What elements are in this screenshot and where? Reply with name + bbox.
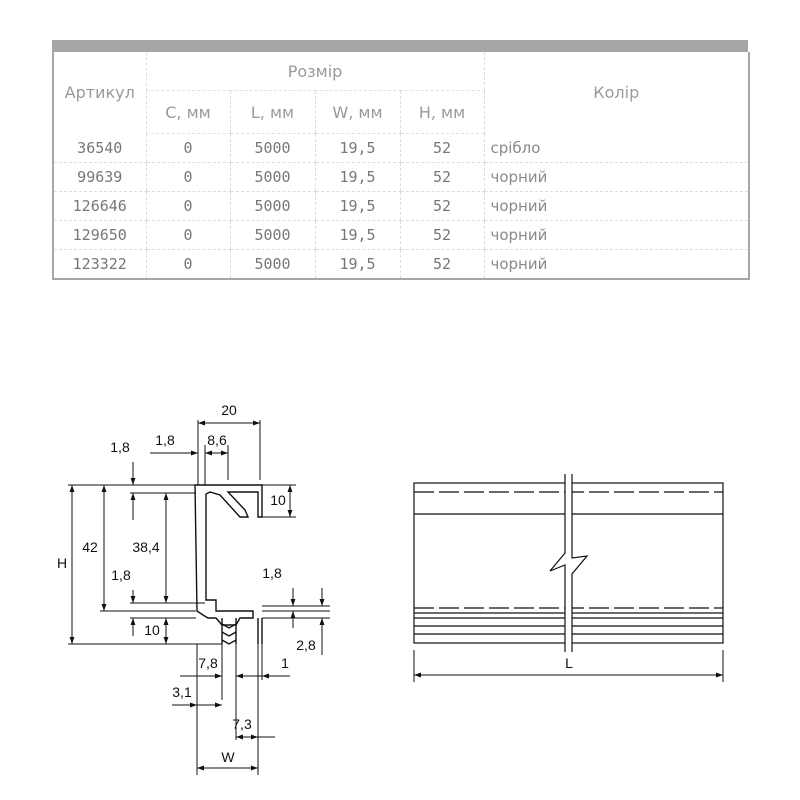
profile-outline <box>195 485 262 625</box>
cell-l: 5000 <box>230 250 315 280</box>
dim-right-flange-thickness: 1,8 <box>262 565 282 581</box>
dim-1: 1 <box>281 655 289 671</box>
cell-h: 52 <box>400 192 484 221</box>
dim-flange-thickness: 1,8 <box>111 567 131 583</box>
dim-bottom-step: 10 <box>144 622 160 638</box>
profile-cross-section <box>195 485 262 644</box>
profile-barb <box>222 618 236 644</box>
cell-w: 19,5 <box>315 163 400 192</box>
header-w: W, мм <box>315 91 400 134</box>
dim-7-3: 7,3 <box>232 716 252 732</box>
cell-l: 5000 <box>230 163 315 192</box>
cell-w: 19,5 <box>315 192 400 221</box>
dim-inner-height: 38,4 <box>132 539 160 555</box>
break-line-right <box>572 474 587 652</box>
profile-standoff <box>258 618 262 644</box>
dim-top-width: 20 <box>221 402 237 418</box>
dim-overall-height: H <box>56 555 68 571</box>
cell-w: 19,5 <box>315 134 400 163</box>
dim-7-8: 7,8 <box>198 655 218 671</box>
cell-c: 0 <box>146 163 230 192</box>
cell-c: 0 <box>146 134 230 163</box>
cell-h: 52 <box>400 163 484 192</box>
cell-color: срібло <box>484 134 749 163</box>
cell-c: 0 <box>146 221 230 250</box>
dim-top-lip-height: 10 <box>270 492 286 508</box>
profile-side-view <box>414 474 723 682</box>
header-h: H, мм <box>400 91 484 134</box>
header-c: С, мм <box>146 91 230 134</box>
cell-l: 5000 <box>230 221 315 250</box>
dim-width: W <box>221 749 235 765</box>
dim-height-42: 42 <box>82 539 98 555</box>
header-size: Розмір <box>146 52 484 91</box>
cell-color: чорний <box>484 221 749 250</box>
cell-article: 99639 <box>53 163 146 192</box>
dim-lip-thickness: 1,8 <box>110 439 130 455</box>
cell-c: 0 <box>146 250 230 280</box>
cell-article: 36540 <box>53 134 146 163</box>
break-line-left <box>550 474 565 652</box>
header-color: Колір <box>484 52 749 134</box>
cell-c: 0 <box>146 192 230 221</box>
cell-article: 126646 <box>53 192 146 221</box>
extension-lines <box>68 420 330 775</box>
cell-l: 5000 <box>230 134 315 163</box>
cell-h: 52 <box>400 221 484 250</box>
cell-color: чорний <box>484 163 749 192</box>
cell-w: 19,5 <box>315 221 400 250</box>
cell-h: 52 <box>400 134 484 163</box>
dim-web-thickness: 1,8 <box>155 432 175 448</box>
dim-length: L <box>565 655 573 671</box>
cell-article: 129650 <box>53 221 146 250</box>
dim-right-offset: 2,8 <box>296 637 316 653</box>
header-l: L, мм <box>230 91 315 134</box>
header-article: Артикул <box>64 83 135 103</box>
cell-h: 52 <box>400 250 484 280</box>
cell-color: чорний <box>484 250 749 280</box>
dim-3-1: 3,1 <box>172 684 192 700</box>
cell-article: 123322 <box>53 250 146 280</box>
cell-w: 19,5 <box>315 250 400 280</box>
cell-color: чорний <box>484 192 749 221</box>
cell-l: 5000 <box>230 192 315 221</box>
dim-slot-width: 8,6 <box>207 432 227 448</box>
